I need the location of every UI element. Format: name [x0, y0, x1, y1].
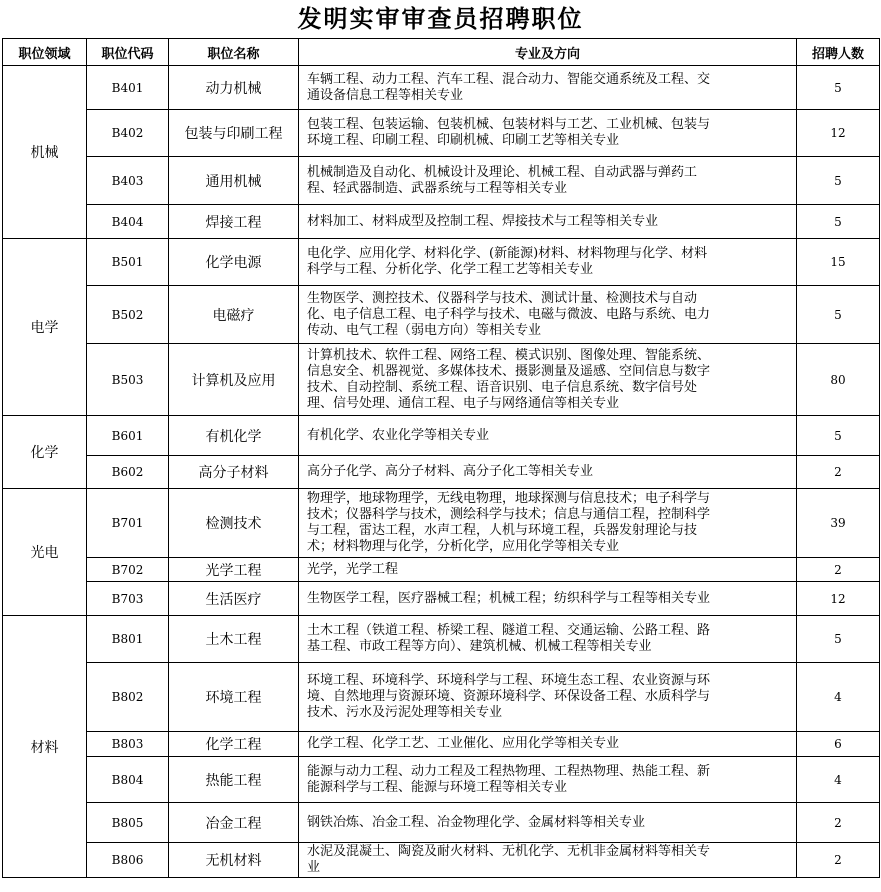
- name-cell: 焊接工程: [169, 205, 299, 239]
- name-cell: 环境工程: [169, 663, 299, 732]
- field-cell: 化学: [3, 416, 87, 489]
- count-cell: 2: [797, 456, 880, 489]
- count-cell: 2: [797, 803, 880, 843]
- positions-table: [2, 38, 880, 878]
- table-row: [3, 663, 880, 732]
- count-cell: 5: [797, 66, 880, 110]
- header-name: 职位名称: [169, 39, 299, 66]
- table-row: [3, 843, 880, 878]
- major-cell: 水泥及混凝土、陶瓷及耐火材料、无机化学、无机非金属材料等相关专 业: [299, 843, 797, 878]
- code-cell: B701: [87, 489, 169, 558]
- major-cell: 车辆工程、动力工程、汽车工程、混合动力、智能交通系统及工程、交 通设备信息工程等相关专业: [299, 66, 797, 110]
- header-row: [3, 39, 880, 66]
- major-cell: 物理学，地球物理学，无线电物理，地球探测与信息技术；电子科学与 技术；仪器科学与技术，测绘科学与技术；信息与通信工程，控制科学 与工程，雷达工程，水声工程，人机与环境工程，兵器发射理论与技 术；材料物理与化学，分析化学，应用化学等相关专业: [299, 489, 797, 558]
- code-cell: B601: [87, 416, 169, 456]
- count-cell: 80: [797, 344, 880, 416]
- count-cell: 4: [797, 663, 880, 732]
- name-cell: 有机化学: [169, 416, 299, 456]
- count-cell: 12: [797, 582, 880, 616]
- major-cell: 钢铁冶炼、冶金工程、冶金物理化学、金属材料等相关专业: [299, 803, 797, 843]
- table-row: [3, 416, 880, 456]
- major-cell: 生物医学、测控技术、仪器科学与技术、测试计量、检测技术与自动 化、电子信息工程、电子科学与技术、电磁与微波、电路与系统、电力 传动、电气工程（弱电方向）等相关专业: [299, 286, 797, 344]
- count-cell: 2: [797, 558, 880, 582]
- name-cell: 动力机械: [169, 66, 299, 110]
- major-cell: 机械制造及自动化、机械设计及理论、机械工程、自动武器与弹药工 程、轻武器制造、武器系统与工程等相关专业: [299, 157, 797, 205]
- header-major: 专业及方向: [299, 39, 797, 66]
- code-cell: B702: [87, 558, 169, 582]
- table-row: [3, 558, 880, 582]
- major-cell: 化学工程、化学工艺、工业催化、应用化学等相关专业: [299, 732, 797, 757]
- code-cell: B502: [87, 286, 169, 344]
- count-cell: 5: [797, 416, 880, 456]
- table-row: [3, 616, 880, 663]
- name-cell: 计算机及应用: [169, 344, 299, 416]
- code-cell: B703: [87, 582, 169, 616]
- header-count: 招聘人数: [797, 39, 880, 66]
- name-cell: 光学工程: [169, 558, 299, 582]
- code-cell: B805: [87, 803, 169, 843]
- header-field: 职位领域: [3, 39, 87, 66]
- major-cell: 计算机技术、软件工程、网络工程、模式识别、图像处理、智能系统、 信息安全、机器视觉、多媒体技术、摄影测量及遥感、空间信息与数字 技术、自动控制、系统工程、语音识别、电子信息系统、数字信号处 理、信号处理、通信工程、电子与网络通信等相关专业: [299, 344, 797, 416]
- table-row: [3, 757, 880, 803]
- field-cell: 材料: [3, 616, 87, 878]
- count-cell: 5: [797, 286, 880, 344]
- table-row: [3, 456, 880, 489]
- table-row: [3, 803, 880, 843]
- count-cell: 2: [797, 843, 880, 878]
- name-cell: 检测技术: [169, 489, 299, 558]
- table-row: [3, 582, 880, 616]
- code-cell: B503: [87, 344, 169, 416]
- table-row: [3, 239, 880, 286]
- name-cell: 无机材料: [169, 843, 299, 878]
- table-row: [3, 66, 880, 110]
- code-cell: B401: [87, 66, 169, 110]
- code-cell: B803: [87, 732, 169, 757]
- major-cell: 光学，光学工程: [299, 558, 797, 582]
- name-cell: 土木工程: [169, 616, 299, 663]
- code-cell: B402: [87, 110, 169, 157]
- code-cell: B806: [87, 843, 169, 878]
- table-row: [3, 205, 880, 239]
- table-row: [3, 157, 880, 205]
- count-cell: 5: [797, 616, 880, 663]
- count-cell: 15: [797, 239, 880, 286]
- name-cell: 冶金工程: [169, 803, 299, 843]
- major-cell: 电化学、应用化学、材料化学、(新能源)材料、材料物理与化学、材料 科学与工程、分析化学、化学工程工艺等相关专业: [299, 239, 797, 286]
- name-cell: 包装与印刷工程: [169, 110, 299, 157]
- name-cell: 化学电源: [169, 239, 299, 286]
- count-cell: 4: [797, 757, 880, 803]
- table-row: [3, 489, 880, 558]
- code-cell: B404: [87, 205, 169, 239]
- field-cell: 机械: [3, 66, 87, 239]
- name-cell: 高分子材料: [169, 456, 299, 489]
- header-code: 职位代码: [87, 39, 169, 66]
- table-row: [3, 344, 880, 416]
- code-cell: B804: [87, 757, 169, 803]
- major-cell: 能源与动力工程、动力工程及工程热物理、工程热物理、热能工程、新 能源科学与工程、能源与环境工程等相关专业: [299, 757, 797, 803]
- code-cell: B801: [87, 616, 169, 663]
- code-cell: B403: [87, 157, 169, 205]
- count-cell: 39: [797, 489, 880, 558]
- code-cell: B501: [87, 239, 169, 286]
- code-cell: B802: [87, 663, 169, 732]
- name-cell: 热能工程: [169, 757, 299, 803]
- table-row: [3, 286, 880, 344]
- major-cell: 高分子化学、高分子材料、高分子化工等相关专业: [299, 456, 797, 489]
- count-cell: 5: [797, 157, 880, 205]
- name-cell: 通用机械: [169, 157, 299, 205]
- code-cell: B602: [87, 456, 169, 489]
- name-cell: 电磁疗: [169, 286, 299, 344]
- major-cell: 环境工程、环境科学、环境科学与工程、环境生态工程、农业资源与环 境、自然地理与资源环境、资源环境科学、环保设备工程、水质科学与 技术、污水及污泥处理等相关专业: [299, 663, 797, 732]
- name-cell: 化学工程: [169, 732, 299, 757]
- count-cell: 12: [797, 110, 880, 157]
- field-cell: 光电: [3, 489, 87, 616]
- major-cell: 土木工程（铁道工程、桥梁工程、隧道工程、交通运输、公路工程、路 基工程、市政工程等方向）、建筑机械、机械工程等相关专业: [299, 616, 797, 663]
- name-cell: 生活医疗: [169, 582, 299, 616]
- count-cell: 5: [797, 205, 880, 239]
- page-title: 发明实审审查员招聘职位: [297, 4, 584, 33]
- table-row: [3, 732, 880, 757]
- major-cell: 生物医学工程，医疗器械工程；机械工程；纺织科学与工程等相关专业: [299, 582, 797, 616]
- major-cell: 包装工程、包装运输、包装机械、包装材料与工艺、工业机械、包装与 环境工程、印刷工程、印刷机械、印刷工艺等相关专业: [299, 110, 797, 157]
- table-row: [3, 110, 880, 157]
- count-cell: 6: [797, 732, 880, 757]
- major-cell: 材料加工、材料成型及控制工程、焊接技术与工程等相关专业: [299, 205, 797, 239]
- field-cell: 电学: [3, 239, 87, 416]
- major-cell: 有机化学、农业化学等相关专业: [299, 416, 797, 456]
